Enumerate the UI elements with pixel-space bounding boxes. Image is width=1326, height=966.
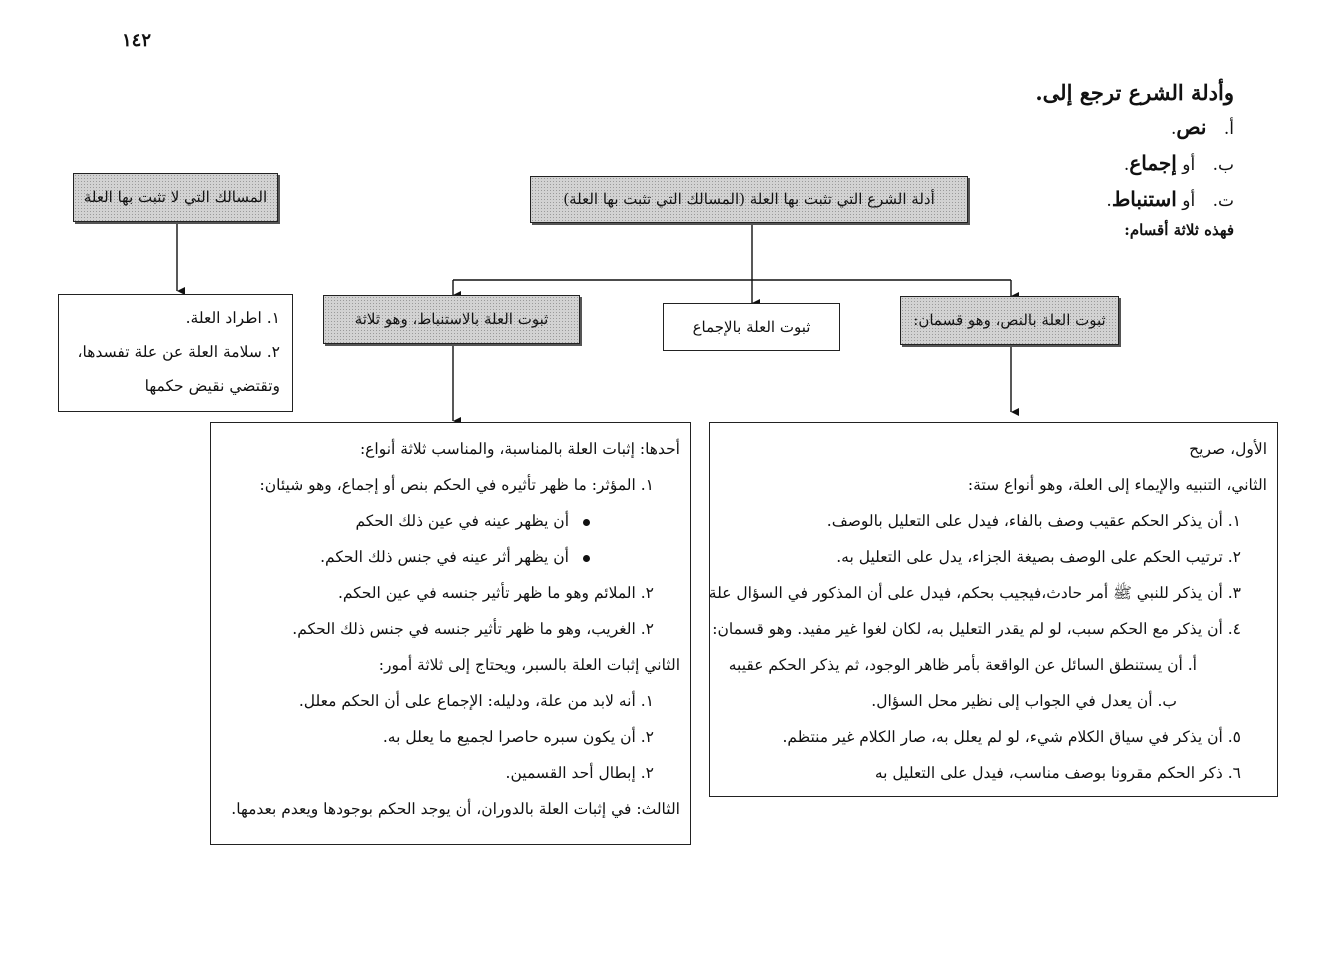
list-item: الأول، صريح — [1189, 440, 1267, 458]
list-item: ٢. إبطال أحد القسمين. — [505, 764, 654, 782]
list-item: ٢. سلامة العلة عن علة تفسدها، — [77, 343, 280, 361]
bullet-icon — [583, 555, 590, 562]
list-item: ٢. الغريب، وهو ما ظهر تأثير جنسه في جنس ذلك الحكم. — [292, 620, 654, 638]
list-item: ٢. الملائم وهو ما ظهر تأثير جنسه في عين الحكم. — [337, 584, 654, 602]
list-item: ٣. أن يذكر للنبي ﷺ أمر حادث،فيجيب بحكم، فيدل على أن المذكور في السؤال علة — [708, 584, 1241, 602]
page-number: ١٤٢ — [122, 30, 152, 51]
list-item: ٥. أن يذكر في سياق الكلام شيء، لو لم يعلل به، صار الكلام غير منتظم. — [782, 728, 1241, 746]
list-item: الثالث: في إثبات العلة بالدوران، أن يوجد الحكم بوجودها ويعدم بعدمها. — [231, 800, 680, 818]
list-item: ١. أن يذكر الحكم عقيب وصف بالفاء، فيدل على التعليل بالوصف. — [826, 512, 1241, 530]
panel-by-inference — [210, 422, 691, 845]
list-item: الثاني، التنبيه والإيماء إلى العلة، وهو أنواع ستة: — [967, 476, 1267, 494]
box-by-text: ثبوت العلة بالنص، وهو قسمان: — [900, 296, 1119, 345]
intro-item-consensus: ب. أو إجماع. — [1123, 151, 1234, 175]
list-item: أحدها: إثبات العلة بالمناسبة، والمناسب ثلاثة أنواع: — [359, 440, 680, 458]
list-item: ١. اطراد العلة. — [185, 309, 280, 327]
list-item: ٤. أن يذكر مع الحكم سبب، لو لم يقدر التعليل به، لكان لغوا غير مفيد. وهو قسمان: — [712, 620, 1241, 638]
box-main: أدلة الشرع التي تثبت بها العلة (المسالك التي تثبت بها العلة) — [530, 176, 968, 223]
intro-item-inference: ت. أو استنباط. — [1106, 187, 1234, 211]
panel-non-establishing — [58, 294, 293, 412]
list-item: ١. أنه لابد من علة، ودليله: الإجماع على أن الحكم معلل. — [298, 692, 654, 710]
list-item: الثاني إثبات العلة بالسبر، ويحتاج إلى ثلاثة أمور: — [378, 656, 680, 674]
box-by-consensus: ثبوت العلة بالإجماع — [663, 303, 840, 351]
list-item: وتقتضي نقيض حكمها — [144, 377, 280, 395]
panel-by-text — [709, 422, 1278, 797]
intro-note: فهذه ثلاثة أقسام: — [1124, 221, 1234, 239]
list-item: أ. أن يستنطق السائل عن الواقعة بأمر ظاهر الوجود، ثم يذكر الحكم عقيبه — [728, 656, 1197, 674]
list-item: ٢. ترتيب الحكم على الوصف بصيغة الجزاء، يدل على التعليل به. — [836, 548, 1241, 566]
list-item: ٦. ذكر الحكم مقرونا بوصف مناسب، فيدل على التعليل به — [874, 764, 1241, 782]
bullet-item: أن يظهر عينه في عين ذلك الحكم — [221, 503, 680, 539]
intro-item-text: أ. نص. — [1170, 115, 1234, 139]
bullet-icon — [583, 519, 590, 526]
list-item: ٢. أن يكون سبره حاصرا لجميع ما يعلل به. — [382, 728, 654, 746]
box-by-inference: ثبوت العلة بالاستنباط، وهو ثلاثة — [323, 295, 580, 344]
list-item: ١. المؤثر: ما ظهر تأثيره في الحكم بنص أو إجماع، وهو شيئان: — [259, 476, 654, 494]
intro-heading: وأدلة الشرع ترجع إلى. — [1035, 80, 1234, 105]
list-item: ب. أن يعدل في الجواب إلى نظير محل السؤال. — [871, 692, 1177, 710]
bullet-item: أن يظهر أثر عينه في جنس ذلك الحكم. — [221, 539, 680, 575]
box-non-establishing: المسالك التي لا تثبت بها العلة — [73, 173, 278, 222]
